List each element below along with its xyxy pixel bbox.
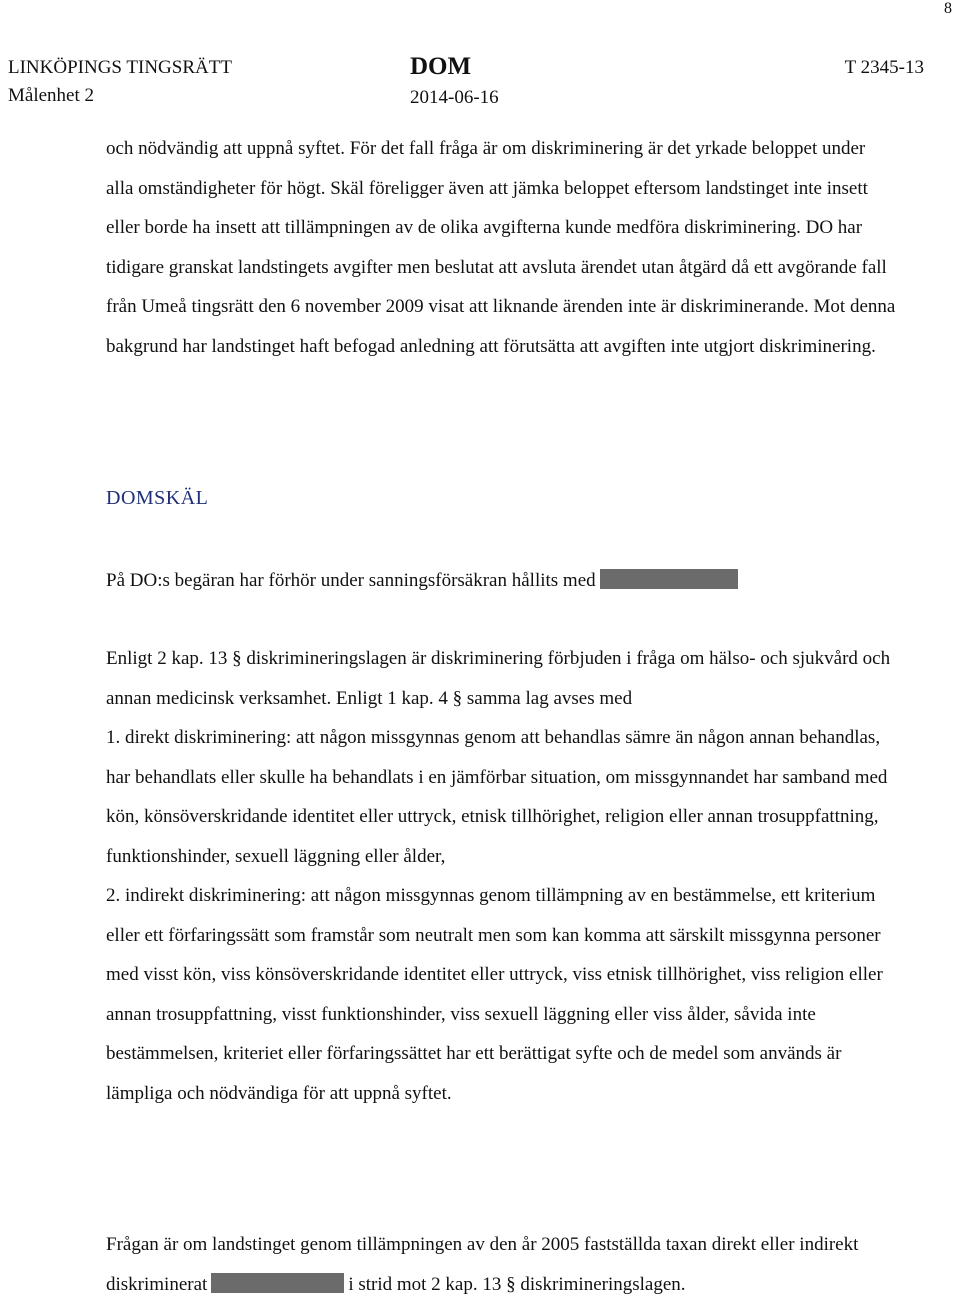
hearing-text: På DO:s begäran har förhör under sanningsförsäkran hållits med — [106, 570, 596, 591]
court-name: LINKÖPINGS TINGSRÄTT — [8, 57, 232, 78]
law-item-direct: 1. direkt diskriminering: att någon missgynnas genom att behandlas sämre än någon annan behandlas, har behandlats eller skulle ha behandlats i en jämförbar situation, om missgynnandet har samband med kön, könsöverskridande identitet eller uttryck, etnisk tillhörighet, religion eller annan trosuppfattning, funktionshinder, sexuell läggning eller ålder, — [106, 727, 888, 867]
section-heading-domskal: DOMSKÄL — [106, 487, 209, 509]
question-text-a: Frågan är om landstinget genom tillämpningen av den år 2005 fastställda taxan direkt eller indirekt diskriminerat — [106, 1234, 859, 1295]
redaction-block — [211, 1273, 344, 1293]
page-number: 8 — [944, 0, 952, 17]
law-item-indirect: 2. indirekt diskriminering: att någon missgynnas genom tillämpning av en bestämmelse, ett kriterium eller ett förfaringssätt som framstår som neutralt men som kan komma att särskilt missgynna personer med visst kön, viss könsöverskridande identitet eller uttryck, viss etnisk tillhörighet, viss religion eller annan trosuppfattning, visst funktionshinder, viss sexuell läggning eller viss ålder, såvida inte bestämmelsen, kriteriet eller förfaringssättet har ett berättigat syfte och de medel som används är lämpliga och nödvändiga för att uppnå syftet. — [106, 885, 883, 1104]
case-number: T 2345-13 — [844, 57, 924, 78]
document-title: DOM — [410, 53, 472, 80]
paragraph-defense-argument: och nödvändig att uppnå syftet. För det fall fråga är om diskriminering är det yrkade beloppet under alla omständigheter för högt. Skäl föreligger även att jämka beloppet eftersom landstinget inte insett eller borde ha insett att tillämpningen av de olika avgifterna kunde medföra diskriminering. DO har tidigare granskat landstingets avgifter men beslutat att avsluta ärendet utan åtgärd då ett avgörande fall från Umeå tingsrätt den 6 november 2009 visat att liknande ärenden inte är diskriminerande. Mot denna bakgrund har landstinget haft befogad anledning att förutsätta att avgiften inte utgjort diskriminering. — [106, 138, 896, 357]
question-text-b: i strid mot 2 kap. 13 § diskrimineringslagen. — [348, 1273, 686, 1295]
law-intro: Enligt 2 kap. 13 § diskrimineringslagen är diskriminering förbjuden i fråga om hälso- och sjukvård och annan medicinsk verksamhet. Enligt 1 kap. 4 § samma lag avses med — [106, 648, 891, 709]
court-unit: Målenhet 2 — [8, 85, 95, 106]
document-date: 2014-06-16 — [410, 87, 499, 108]
paragraph-question — [106, 1225, 896, 1304]
paragraph-hearing — [106, 561, 896, 601]
redaction-block — [600, 569, 738, 589]
paragraph-law-definitions — [106, 639, 896, 1113]
